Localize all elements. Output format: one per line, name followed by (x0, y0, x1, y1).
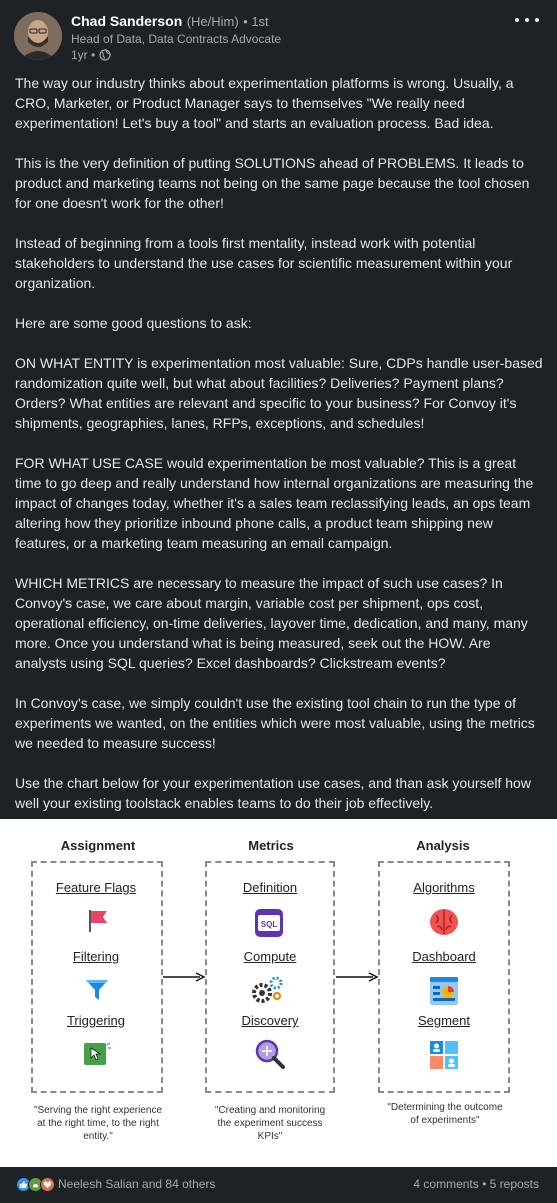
avatar[interactable] (14, 12, 62, 60)
post-paragraph: The way our industry thinks about experimentation platforms is wrong. Usually, a CRO, Marketer, or Product Manager says to themselves "We really need experimentation! Let's buy a tool" and starts an evaluation process. Bad idea. (15, 75, 514, 131)
item-compute: Compute (243, 949, 297, 964)
item-segment: Segment (417, 1013, 471, 1028)
svg-text:SQL: SQL (260, 920, 278, 929)
comments-count[interactable]: 4 comments (413, 1177, 479, 1191)
post-paragraph: ON WHAT ENTITY is experimentation most valuable: Sure, CDPs handle user-based randomization quite well, but what about facilities? Deliveries? Payment plans? Orders? What entities are relevant and specific to your business? For Convoy it's shipments, geographies, lanes, RFPs, exceptions, and schedules! (15, 355, 543, 431)
post-paragraph: Use the chart below for your experimentation use cases, and than ask yourself how well your existing toolstack enables teams to do their job effectively. (15, 775, 531, 811)
flag-icon (86, 908, 110, 934)
caption-assignment (21, 1104, 175, 1143)
post-paragraph: Instead of beginning from a tools first mentality, instead work with potential stakeholders to understand the use cases for scientific measurement within your organization. (15, 235, 513, 291)
post-body (15, 73, 545, 813)
caption-line: at the right time, to the right (37, 1118, 159, 1129)
column-title-assignment: Assignment (60, 838, 136, 853)
reposts-count[interactable]: 5 reposts (489, 1177, 539, 1191)
caption-line: entity." (83, 1131, 113, 1142)
connection-degree: • 1st (243, 14, 269, 29)
caption-line: "Serving the right experience (33, 1105, 163, 1116)
author-name[interactable]: Chad Sanderson (71, 13, 183, 29)
magnifier-icon (252, 1037, 286, 1071)
reactions-count[interactable]: Neelesh Salian and 84 others (58, 1177, 216, 1191)
author-line (71, 13, 269, 31)
author-headline: Head of Data, Data Contracts Advocate (71, 32, 282, 46)
stats-separator: • (482, 1177, 487, 1191)
caption-line: "Determining the outcome (387, 1102, 503, 1113)
more-options-button[interactable] (515, 12, 539, 28)
more-dot-icon (515, 18, 519, 22)
dashboard-icon (429, 976, 459, 1006)
item-definition: Definition (242, 880, 298, 895)
item-feature-flags: Feature Flags (55, 880, 137, 895)
caption-line: KPIs" (257, 1131, 283, 1142)
item-discovery: Discovery (241, 1013, 299, 1028)
gears-icon (250, 973, 286, 1005)
brain-icon (427, 905, 461, 939)
sql-icon (253, 907, 285, 939)
trigger-icon (82, 1039, 112, 1069)
reaction-icons[interactable] (16, 1177, 52, 1192)
segment-icon (429, 1040, 459, 1070)
post-paragraph: WHICH METRICS are necessary to measure the impact of such use cases? In Convoy's case, we care about margin, variable cost per shipment, ops cost, operational efficiency, on-time deliveries, layover time, dedication, and many, many more. Once you understand what is being measured, seek out the HOW. Are analysts using SQL queries? Excel dashboards? Clickstream events? (15, 575, 528, 671)
post-paragraph: This is the very definition of putting SOLUTIONS ahead of PROBLEMS. It leads to product and marketing teams not being on the same page because the tool chosen for one doesn't work for the other! (15, 155, 530, 211)
post-image-diagram[interactable] (0, 819, 557, 1167)
caption-line: of experiments" (410, 1115, 480, 1126)
more-dot-icon (525, 18, 529, 22)
post-paragraph: FOR WHAT USE CASE would experimentation be most valuable? This is a great time to go deep and really understand how internal organizations are measuring the impact of changes today, whether it's a sales team reclassifying leads, an ops team altering how they prioritize inbound phone calls, a product team shipping new features, or a marketing team measuring an email campaign. (15, 455, 534, 551)
arrow-right-icon (162, 970, 206, 984)
engagement-stats (413, 1177, 539, 1191)
item-dashboard: Dashboard (412, 949, 476, 964)
post-paragraph: Here are some good questions to ask: (15, 315, 252, 331)
caption-metrics (194, 1104, 346, 1143)
post-time (71, 48, 111, 62)
love-reaction-icon (40, 1177, 55, 1192)
caption-analysis (370, 1101, 520, 1127)
globe-icon (99, 49, 111, 61)
item-triggering: Triggering (66, 1013, 126, 1028)
post-header (0, 0, 557, 68)
funnel-icon (84, 977, 110, 1003)
social-counts (0, 1167, 557, 1203)
item-algorithms: Algorithms (413, 880, 475, 895)
caption-line: the experiment success (217, 1118, 323, 1129)
author-pronouns: (He/Him) (186, 14, 239, 29)
arrow-right-icon (335, 970, 379, 984)
post-paragraph: In Convoy's case, we simply couldn't use the existing tool chain to run the type of experiments we wanted, on the entities which were most valuable, using the metrics we needed to measure success! (15, 695, 535, 751)
item-filtering: Filtering (72, 949, 120, 964)
caption-line: "Creating and monitoring (214, 1105, 326, 1116)
post-age: 1yr • (71, 48, 96, 62)
column-title-metrics: Metrics (248, 838, 294, 853)
more-dot-icon (535, 18, 539, 22)
column-title-analysis: Analysis (416, 838, 470, 853)
